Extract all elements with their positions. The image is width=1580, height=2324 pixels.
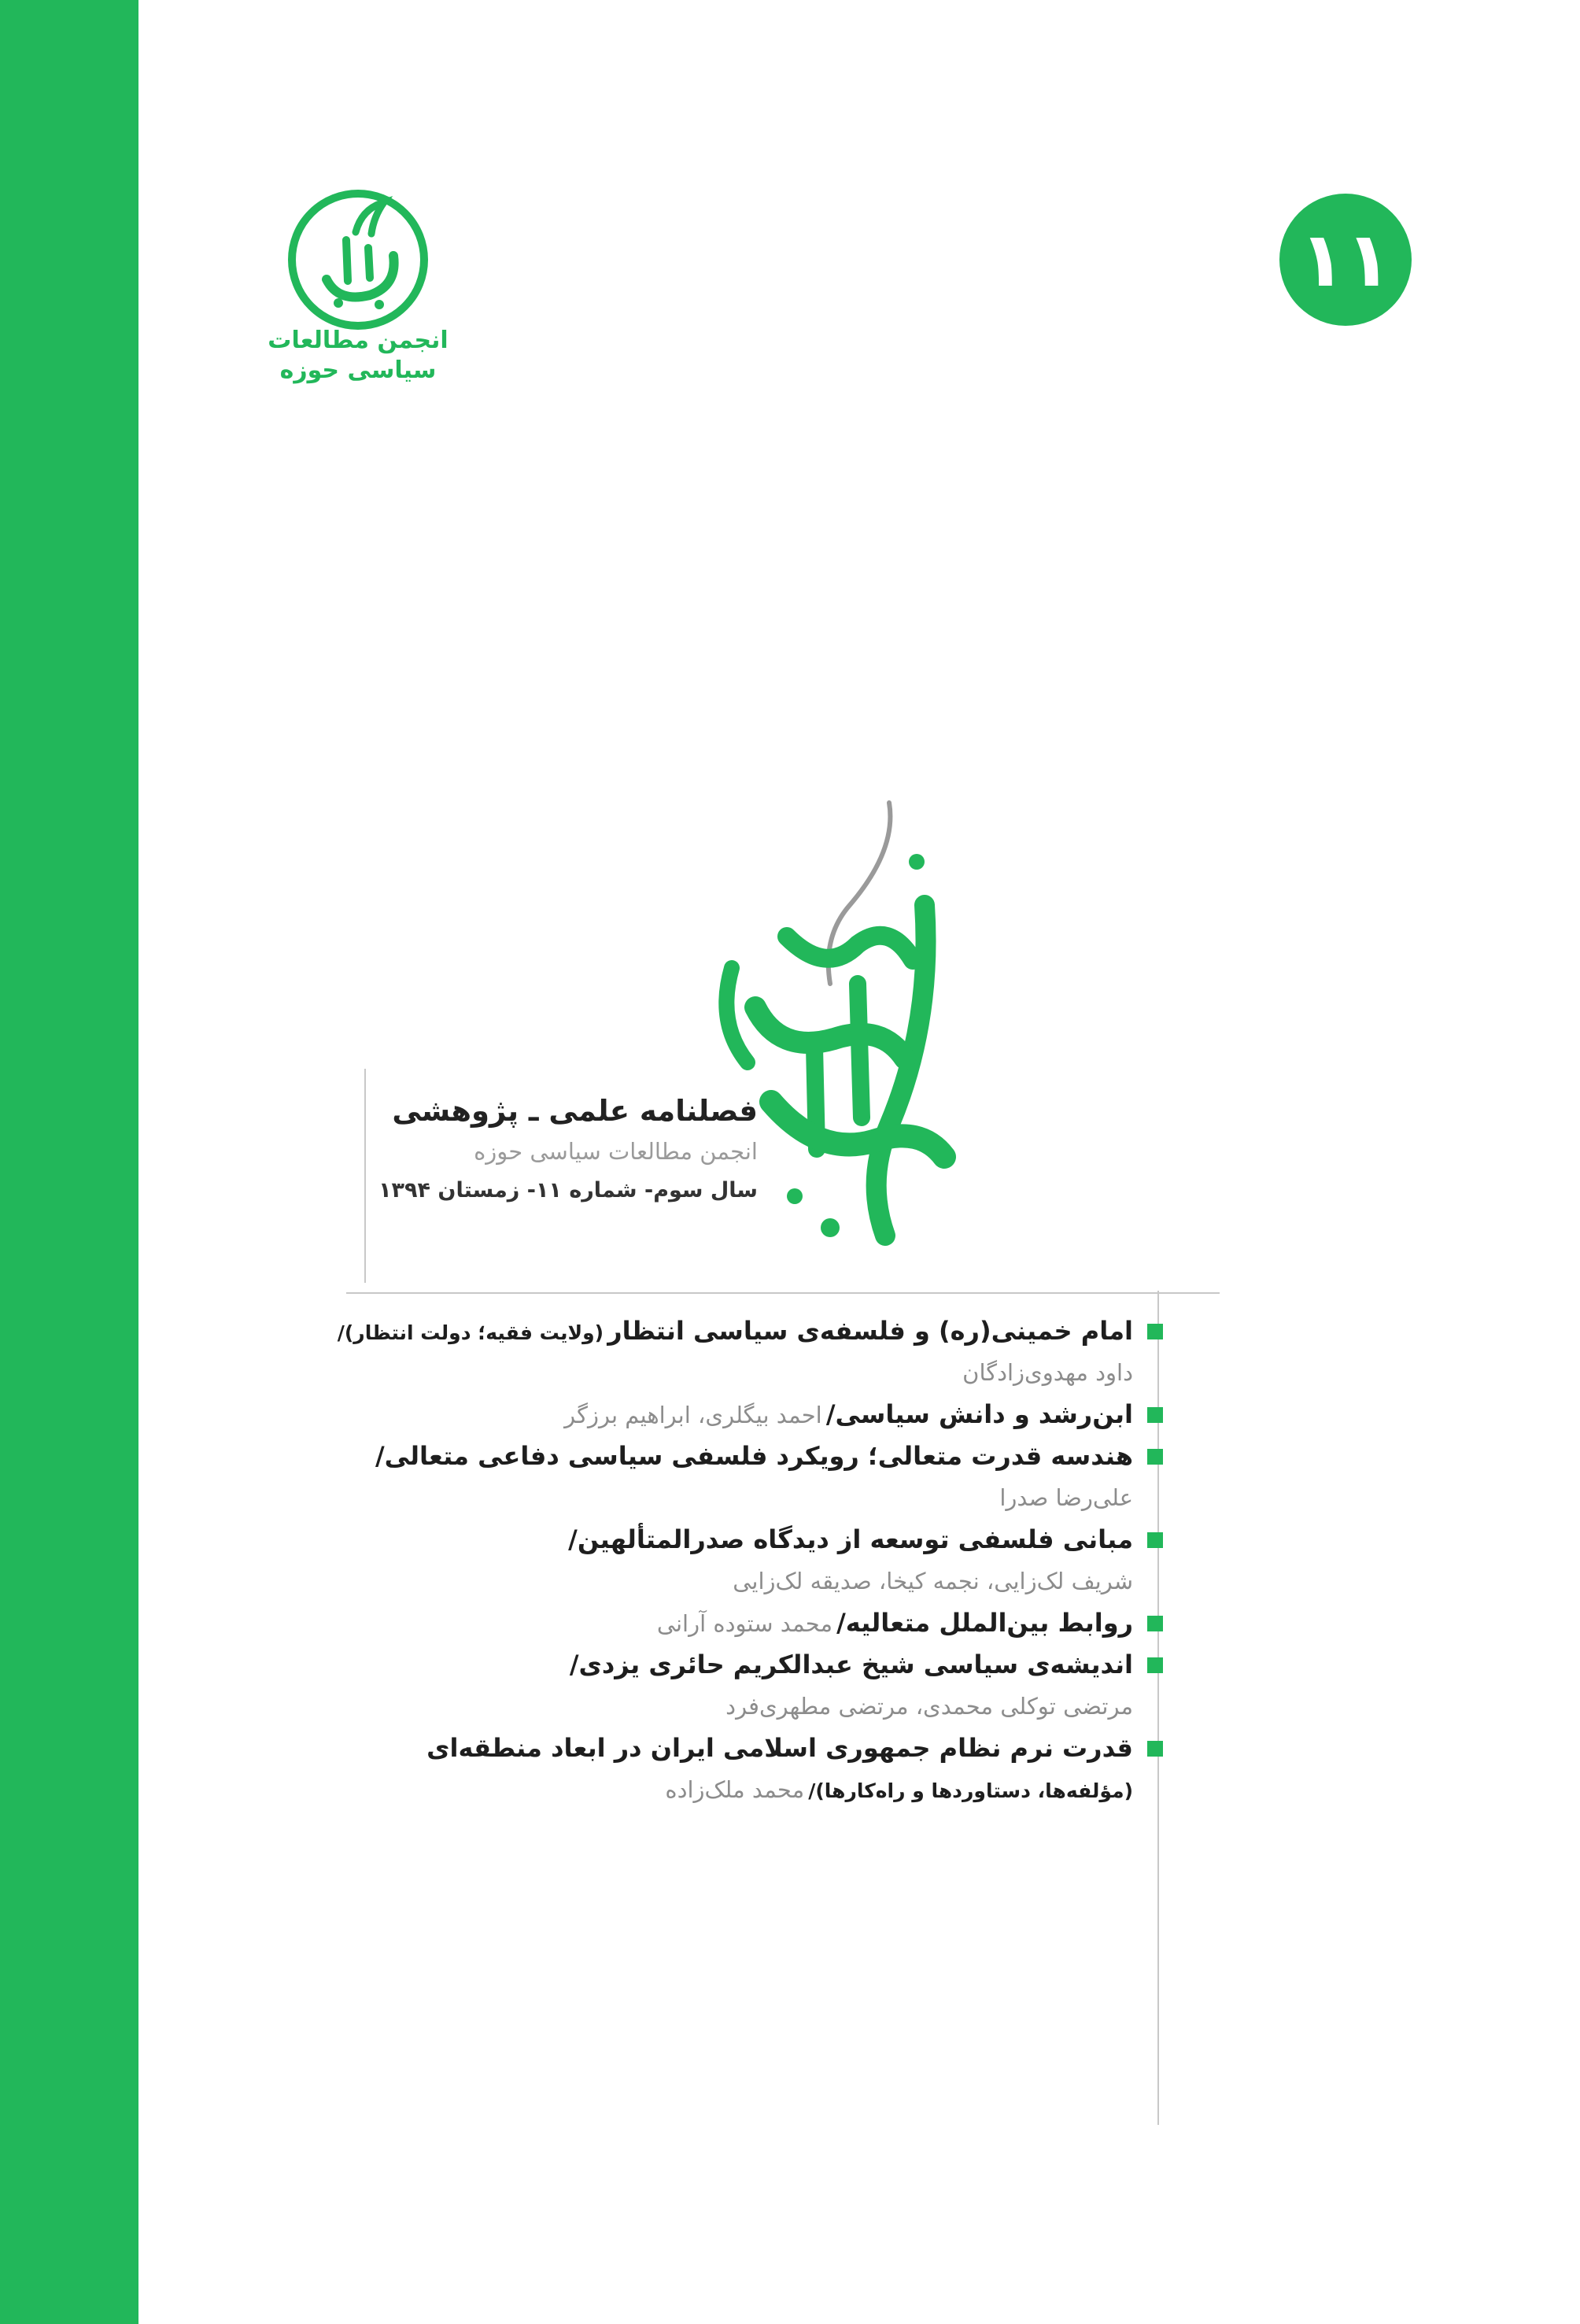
toc-item-title: هندسه قدرت متعالی؛ رویکرد فلسفی سیاسی دفاعی متعالی/: [375, 1441, 1133, 1471]
toc-item-author-line: [376, 1352, 1163, 1394]
toc-item-author: داود مهدوی‌زادگان: [962, 1359, 1133, 1386]
publisher-society: انجمن مطالعات سیاسی حوزه: [474, 1138, 758, 1165]
toc-item: [376, 1727, 1163, 1769]
logo-caption-line1: انجمن مطالعات: [268, 327, 449, 354]
toc-item-subtitle: (مؤلفه‌ها، دستاوردها و راه‌کارها)/: [808, 1779, 1133, 1802]
bullet-square-icon: [1147, 1616, 1163, 1631]
toc-item-author: محمد ستوده آرانی: [656, 1610, 832, 1637]
toc-item-author: محمد ملک‌زاده: [665, 1776, 805, 1803]
toc-item: [376, 1519, 1163, 1561]
masthead: [349, 1090, 758, 1211]
divider-horizontal: [346, 1292, 1220, 1294]
toc-item-author: شریف لک‌زایی، نجمه کیخا، صدیقه لک‌زایی: [733, 1568, 1133, 1594]
toc-item-author: علی‌رضا صدرا: [999, 1484, 1133, 1511]
toc-item-author: مرتضی توکلی محمدی، مرتضی مطهری‌فرد: [725, 1693, 1133, 1720]
bullet-square-icon: [1147, 1657, 1163, 1673]
bullet-square-icon: [1147, 1741, 1163, 1757]
toc-item-title: مبانی فلسفی توسعه از دیدگاه صدرالمتألهین/: [568, 1524, 1133, 1554]
toc-item: [376, 1644, 1163, 1686]
toc-item-author-line: [376, 1477, 1163, 1519]
table-of-contents: [337, 1310, 1163, 1811]
toc-item-author-line: [376, 1686, 1163, 1727]
issue-number: ۱۱: [1299, 216, 1392, 304]
toc-item-author-line: [376, 1561, 1163, 1602]
toc-item: [376, 1394, 1163, 1435]
toc-item-author: احمد بیگلری، ابراهیم برزگر: [564, 1402, 822, 1428]
bullet-square-icon: [1147, 1324, 1163, 1339]
society-logo: [260, 177, 456, 390]
toc-item-title: قدرت نرم نظام جمهوری اسلامی ایران در ابعاد منطقه‌ای: [426, 1733, 1133, 1763]
toc-item: [337, 1310, 1163, 1352]
bullet-square-icon: [1147, 1532, 1163, 1548]
toc-item-title: روابط بین‌الملل متعالیه/: [836, 1608, 1133, 1638]
toc-item: [376, 1602, 1163, 1644]
green-spine-band: [0, 0, 138, 2324]
issue-number-badge: [1279, 193, 1412, 327]
bullet-square-icon: [1147, 1407, 1163, 1423]
issue-info: سال سوم- شماره ۱۱- زمستان ۱۳۹۴: [378, 1178, 758, 1203]
journal-type-title: فصلنامه علمی ـ پژوهشی: [392, 1094, 758, 1128]
toc-item-title: امام خمینی(ره) و فلسفه‌ی سیاسی انتظار: [607, 1316, 1133, 1346]
bullet-square-icon: [1147, 1449, 1163, 1465]
logo-caption-line2: سیاسی حوزه: [279, 357, 437, 384]
toc-item-subtitle: (ولایت فقیه؛ دولت انتظار)/: [337, 1321, 604, 1344]
toc-item-title: ابن‌رشد و دانش سیاسی/: [825, 1399, 1133, 1429]
society-calligraphic-emblem-icon: [283, 185, 433, 334]
toc-item-author-line: [376, 1769, 1163, 1811]
toc-item-title: اندیشه‌ی سیاسی شیخ عبدالکریم حائری یزدی/: [569, 1650, 1133, 1679]
toc-item: [376, 1435, 1163, 1477]
